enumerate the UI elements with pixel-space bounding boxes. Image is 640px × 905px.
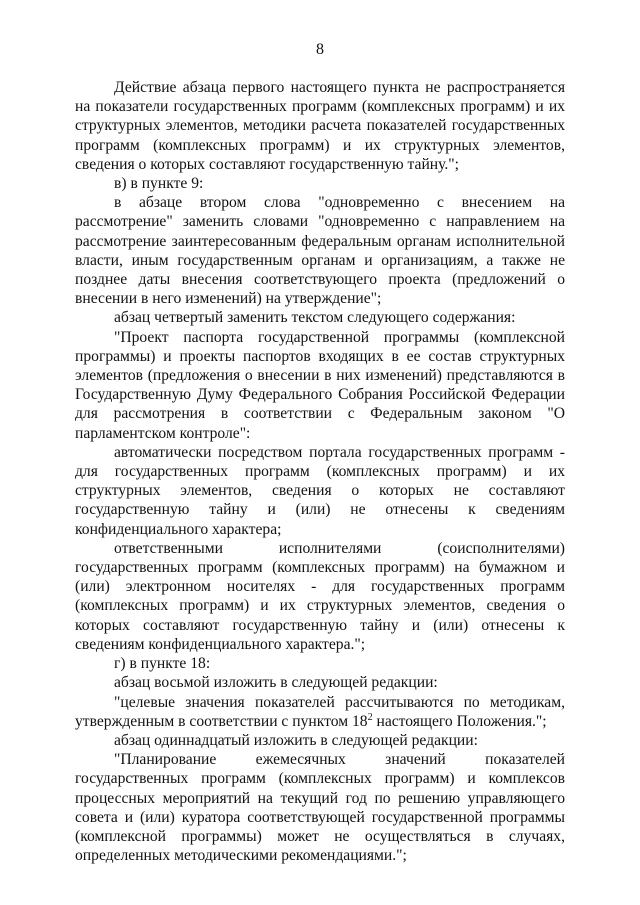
paragraph-11: абзац одиннадцатый изложить в следующей редакции:	[114, 731, 478, 749]
superscript-number: 2	[367, 711, 373, 723]
paragraph-8: г) в пункте 18:	[114, 655, 211, 673]
page-number: 8	[316, 41, 324, 58]
paragraph-6: автоматически посредством портала государственных программ - для государственных программ (комплексных программ) и их структурных элементов, сведения о которых не составляют государственную тайну и (или) не отнесены к сведениям конфиденциального характера;	[75, 443, 565, 538]
document-body	[75, 78, 565, 865]
paragraph-10	[75, 693, 565, 731]
paragraph-10-text: "целевые значения показателей рассчитываются по методикам, утвержденным в соответствии с пунктом 18	[75, 693, 565, 730]
paragraph-10-text-end: настоящего Положения.";	[372, 712, 547, 730]
paragraph-3: в абзаце втором слова "одновременно с внесением на рассмотрение" заменить словами "одновременно с направлением на рассмотрение заинтересованным федеральным органам исполнительной власти, иным государственным органам и организациям, а также не позднее даты внесения соответствующего проекта (предложений о внесении в него изменений) на утверждение";	[75, 194, 565, 308]
paragraph-12: "Планирование ежемесячных значений показателей государственных программ (комплексных программ) и комплексов процессных мероприятий на текущий год по решению управляющего совета и (или) куратора соответствующей государственной программы (комплексной программы) может не осуществляться в случаях, определенных методическими рекомендациями.";	[75, 751, 565, 865]
paragraph-9: абзац восьмой изложить в следующей редакции:	[114, 674, 438, 692]
paragraph-1: Действие абзаца первого настоящего пункта не распространяется на показатели государственных программ (комплексных программ) и их структурных элементов, методики расчета показателей государственных программ (комплексных программ) и их структурных элементов, сведения о которых составляют государственную тайну.";	[75, 79, 565, 173]
paragraph-4: абзац четвертый заменить текстом следующего содержания:	[114, 309, 516, 327]
paragraph-5: "Проект паспорта государственной программы (комплексной программы) и проекты паспортов входящих в ее состав структурных элементов (предложения о внесении в них изменений) представляются в Государственную Думу Федерального Собрания Российской Федерации для рассмотрения в соответствии с Федеральным законом "О парламентском контроле":	[75, 328, 565, 442]
paragraph-2: в) в пункте 9:	[114, 175, 204, 193]
paragraph-7: ответственными исполнителями (соисполнителями) государственных программ (комплексных программ) на бумажном и (или) электронном носителях - для государственных программ (комплексных программ) и их структурных элементов, сведения о которых составляют государственную тайну и (или) отнесены к сведениям конфиденциального характера.";	[75, 539, 565, 653]
